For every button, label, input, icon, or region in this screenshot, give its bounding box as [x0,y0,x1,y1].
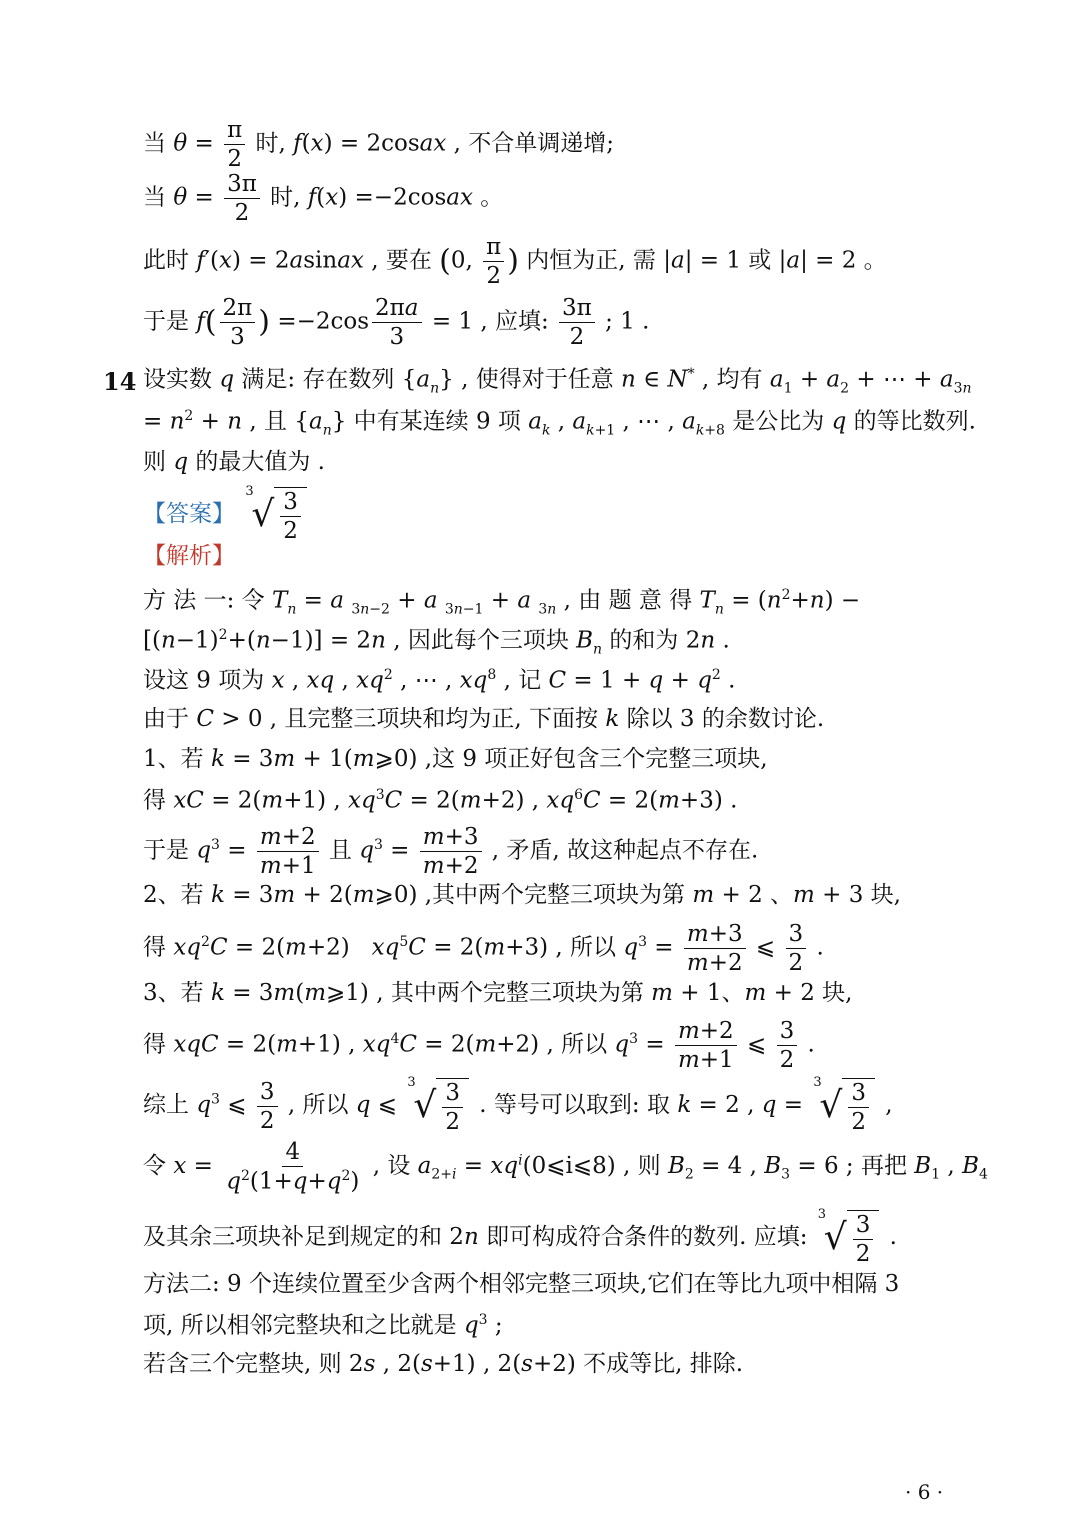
method1-line-2: $[(n-1)^2+(n-1)] = 2n$ , 因此每个三项块 $B_n$ 的和为 2n . [143,627,730,658]
method1-line-4: 由于 C > 0 , 且完整三项块和均为正, 下面按 k 除以 3 的余数讨论. [143,706,825,732]
case2-line-2: 得 $xq^2C = 2(m+2) xq^5C = 2(m+3)$ , 所以 $q^3$ = $\frac{m+3}{m+2}$ ⩽ $\frac{3}{2}$ . [143,921,824,977]
case2-line-1: 2、若 k = 3m + 2(m⩾0) ,其中两个完整三项块为第 m + 2 、m + 3 块, [143,882,901,908]
case1-line-2: 得 xC = 2(m+1) , $xq^3C = 2(m+2)$ , $xq^6C = 2(m+3)$ . [143,787,738,814]
method2-line-2: 项, 所以相邻完整块和之比就是 $q^3$ ; [143,1312,503,1339]
line-4: 于是 f( $\frac{2\pi}{3}$ ) =−2cos $\frac{2\pi a}{3}$ = 1 , 应填: $\frac{3\pi}{2}$ ; 1 . [143,295,650,351]
answer-value: 3 √ $\frac{3}{2}$ [245,487,307,543]
answer-line [143,484,310,545]
analysis-tag: 【解析】 [143,543,235,569]
question-line-1: 设实数 q 满足: 存在数列 $\{a_n\}$ , 使得对于任意 n ∈ N* , 均有 $a_1 + a_2$ + ⋯ + $a_{3n}$ [143,366,972,397]
line-3: 此时 f′(x) = 2asinax , 要在 (0, $\frac{\pi}{2}$ ) 内恒为正, 需 |a| = 1 或 |a| = 2 。 [143,234,887,290]
case3-line-2: 得 xqC = 2(m+1) , $xq^4C = 2(m+2)$ , 所以 $q^3$ = $\frac{m+2}{m+1}$ ⩽ $\frac{3}{2}$ . [143,1018,815,1074]
method2-line-1: 方法二: 9 个连续位置至少含两个相邻完整三项块,它们在等比九项中相隔 3 [143,1271,900,1297]
page-number: · 6 · [905,1480,944,1504]
case3-line-1: 3、若 k = 3m(m⩾1) , 其中两个完整三项块为第 m + 1、m + 2 块, [143,980,853,1006]
construction-line-1: 令 x = $\frac{4}{q^2(1+q+q^2)}$ , 设 $a_{2+i}$ = $xq^i(0⩽i⩽8)$ , 则 $B_2 = 4$ , $B_3 = 6$ ; 再把 $B_1$ , $B_4$ [143,1139,988,1195]
method1-line-3: 设这 9 项为 x , xq , $xq^2$ , ⋯ , $xq^8$ , 记 $C = 1 + q + q^2$ . [143,667,736,694]
line-2: 当 θ = $\frac{3\pi}{2}$ 时, f(x) =−2cosax 。 [143,171,504,227]
answer-tag: 【答案】 [143,501,235,528]
method2-line-3: 若含三个完整块, 则 2s , 2(s+1) , 2(s+2) 不成等比, 排除. [143,1351,744,1377]
question-line-3: 则 q 的最大值为 . [143,449,325,475]
construction-line-2: 及其余三项块补足到规定的和 2n 即可构成符合条件的数列. 应填: 3 √ $\frac{3}{2}$ . [143,1207,897,1268]
line-1: 当 θ = $\frac{\pi}{2}$ 时, f(x) = 2cosax , 不合单调递增; [143,117,615,173]
question-number: 14 [103,367,137,396]
case1-line-3: 于是 $q^3$ = $\frac{m+2}{m+1}$ 且 $q^3$ = $\frac{m+3}{m+2}$ , 矛盾, 故这种起点不存在. [143,824,759,880]
analysis-tag-line [143,545,235,568]
summary-line: 综上 $q^3$ ⩽ $\frac{3}{2}$ , 所以 q ⩽ 3 √ $\frac{3}{2}$ . 等号可以取到: 取 k = 2 , q = 3 √ $\frac{3}{2}$ , [143,1075,893,1136]
case1-line-1: 1、若 k = 3m + 1(m⩾0) ,这 9 项正好包含三个完整三项块, [143,746,768,772]
question-line-2: = $n^2 + n$ , 且 $\{a_n\}$ 中有某连续 9 项 $a_k$ , $a_{k+1}$ , ⋯ , $a_{k+8}$ 是公比为 q 的等比数列. [143,408,976,439]
method1-line-1: 方 法 一: 令 $T_n = a$ $_{3n-2}$ + a $_{3n-1}$ + a $_{3n}$ , 由 题 意 得 $T_n = (n^2+n)$ − [143,587,861,618]
